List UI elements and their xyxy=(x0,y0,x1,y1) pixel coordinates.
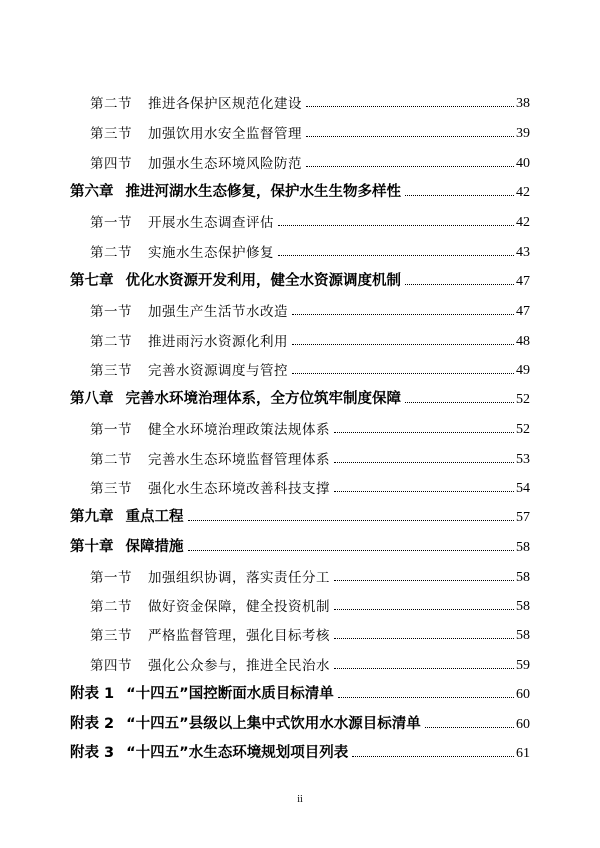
toc-entry-number: 第二节 xyxy=(90,452,132,468)
toc-leader-dots xyxy=(292,373,514,374)
toc-leader-dots xyxy=(306,106,514,107)
toc-leader-dots xyxy=(292,314,514,315)
toc-entry-page: 58 xyxy=(516,599,530,614)
toc-entry-page: 58 xyxy=(516,628,530,643)
toc-leader-dots xyxy=(334,609,514,610)
toc-entry-number: 第二节 xyxy=(90,334,132,350)
toc-entry[interactable] xyxy=(90,475,530,497)
toc-leader-dots xyxy=(334,668,514,669)
toc-entry[interactable] xyxy=(90,652,530,674)
toc-entry-title: 加强生产生活节水改造 xyxy=(148,304,288,320)
toc-chapter-entry[interactable] xyxy=(70,386,530,408)
toc-entry-title: “十四五”县级以上集中式饮用水水源目标清单 xyxy=(126,716,421,732)
toc-entry-label xyxy=(90,477,334,497)
toc-entry-title: 完善水环境治理体系，全方位筑牢制度保障 xyxy=(125,391,401,407)
toc-entry-number: 第二节 xyxy=(90,599,132,615)
toc-entry-title: 优化水资源开发利用，健全水资源调度机制 xyxy=(125,273,401,289)
toc-entry-title: “十四五”国控断面水质目标清单 xyxy=(126,686,334,702)
toc-entry-label xyxy=(70,180,405,201)
toc-entry[interactable] xyxy=(90,150,530,172)
toc-entry-number: 第三节 xyxy=(90,628,132,644)
toc-entry[interactable] xyxy=(90,209,530,231)
toc-entry-label xyxy=(70,535,188,556)
toc-leader-dots xyxy=(425,727,514,728)
toc-entry[interactable] xyxy=(90,239,530,261)
toc-leader-dots xyxy=(334,462,514,463)
toc-entry[interactable] xyxy=(90,298,530,320)
toc-entry-number: 第十章 xyxy=(70,539,114,555)
toc-leader-dots xyxy=(188,550,515,551)
toc-entry-number: 附表 3 xyxy=(70,745,115,761)
toc-entry-title: “十四五”水生态环境规划项目列表 xyxy=(126,745,349,761)
toc-entry-title: 推进雨污水资源化利用 xyxy=(148,334,288,350)
toc-entry-number: 附表 1 xyxy=(70,686,115,702)
toc-entry-page: 39 xyxy=(516,126,530,141)
toc-entry-page: 58 xyxy=(516,540,530,555)
toc-entry-label xyxy=(90,330,292,350)
toc-leader-dots xyxy=(334,638,514,639)
toc-entry[interactable] xyxy=(90,357,530,379)
toc-entry-title: 加强水生态环境风险防范 xyxy=(148,156,302,172)
toc-leader-dots xyxy=(292,344,514,345)
toc-entry-label xyxy=(90,448,334,468)
toc-entry-number: 第七章 xyxy=(70,273,114,289)
toc-entry-number: 第九章 xyxy=(70,509,114,525)
toc-entry-label xyxy=(90,152,306,172)
toc-entry[interactable] xyxy=(90,328,530,350)
toc-entry-page: 52 xyxy=(516,422,530,437)
toc-leader-dots xyxy=(278,255,514,256)
toc-entry-label xyxy=(90,211,278,231)
toc-entry-page: 42 xyxy=(516,215,530,230)
toc-entry-title: 强化水生态环境改善科技支撑 xyxy=(148,481,330,497)
toc-entry-number: 第一节 xyxy=(90,215,132,231)
toc-entry-label xyxy=(90,92,306,112)
footer-page-number: ii xyxy=(297,794,303,805)
toc-leader-dots xyxy=(334,491,514,492)
toc-entry-label xyxy=(90,359,292,379)
toc-entry-title: 做好资金保障，健全投资机制 xyxy=(148,599,330,615)
toc-entry[interactable] xyxy=(90,564,530,586)
toc-appendix-entry[interactable] xyxy=(70,740,530,762)
toc-leader-dots xyxy=(338,697,514,698)
toc-entry-label xyxy=(70,741,352,762)
toc-entry-number: 第一节 xyxy=(90,570,132,586)
toc-entry-page: 49 xyxy=(516,363,530,378)
toc-entry-number: 第三节 xyxy=(90,126,132,142)
toc-entry-title: 推进河湖水生态修复，保护水生生物多样性 xyxy=(125,184,401,200)
toc-entry-label xyxy=(90,624,334,644)
toc-entry-title: 完善水资源调度与管控 xyxy=(148,363,288,379)
toc-entry-number: 第四节 xyxy=(90,156,132,172)
toc-leader-dots xyxy=(405,195,514,196)
toc-entry-page: 60 xyxy=(516,717,530,732)
toc-entry-number: 第四节 xyxy=(90,658,132,674)
toc-entry-title: 强化公众参与，推进全民治水 xyxy=(148,658,330,674)
toc-entry-page: 42 xyxy=(516,185,530,200)
toc-entry-number: 第一节 xyxy=(90,304,132,320)
toc-entry-title: 实施水生态保护修复 xyxy=(148,245,274,261)
toc-entry-label xyxy=(90,654,334,674)
toc-entry-label xyxy=(70,682,338,703)
toc-entry-page: 47 xyxy=(516,274,530,289)
toc-entry-title: 加强饮用水安全监督管理 xyxy=(148,126,302,142)
toc-chapter-entry[interactable] xyxy=(70,504,530,526)
toc-entry-page: 53 xyxy=(516,452,530,467)
toc-entry-title: 开展水生态调查评估 xyxy=(148,215,274,231)
toc-entry-page: 57 xyxy=(516,510,530,525)
toc-entry-label xyxy=(70,269,405,290)
toc-chapter-entry[interactable] xyxy=(70,534,530,556)
toc-leader-dots xyxy=(278,225,514,226)
toc-entry-number: 第三节 xyxy=(90,363,132,379)
toc-chapter-entry[interactable] xyxy=(70,179,530,201)
toc-entry-page: 61 xyxy=(516,746,530,761)
toc-leader-dots xyxy=(306,166,514,167)
toc-entry-number: 第八章 xyxy=(70,391,114,407)
toc-leader-dots xyxy=(334,432,514,433)
toc-entry[interactable] xyxy=(90,416,530,438)
toc-entry-title: 加强组织协调，落实责任分工 xyxy=(148,570,330,586)
toc-leader-dots xyxy=(334,580,514,581)
toc-entry-page: 47 xyxy=(516,304,530,319)
toc-entry-label xyxy=(70,712,425,733)
toc-entry[interactable] xyxy=(90,120,530,142)
toc-entry-title: 健全水环境治理政策法规体系 xyxy=(148,422,330,438)
toc-leader-dots xyxy=(405,284,514,285)
toc-chapter-entry[interactable] xyxy=(70,268,530,290)
toc-entry-page: 52 xyxy=(516,392,530,407)
toc-entry-label xyxy=(70,505,188,526)
toc-leader-dots xyxy=(352,756,514,757)
toc-entry-label xyxy=(90,418,334,438)
toc-entry-title: 保障措施 xyxy=(125,539,184,555)
toc-appendix-entry[interactable] xyxy=(70,681,530,703)
toc-entry-label xyxy=(90,241,278,261)
toc-entry-number: 第二节 xyxy=(90,96,132,112)
toc-entry-label xyxy=(90,300,292,320)
toc-entry-label xyxy=(90,122,306,142)
toc-entry-page: 58 xyxy=(516,570,530,585)
toc-entry-page: 40 xyxy=(516,156,530,171)
toc-entry-number: 第三节 xyxy=(90,481,132,497)
toc-entry-page: 43 xyxy=(516,245,530,260)
toc-entry[interactable] xyxy=(90,446,530,468)
toc-entry-label xyxy=(90,566,334,586)
toc-entry-title: 重点工程 xyxy=(125,509,184,525)
toc-entry-number: 第二节 xyxy=(90,245,132,261)
toc-entry-number: 第一节 xyxy=(90,422,132,438)
toc-entry-title: 严格监督管理，强化目标考核 xyxy=(148,628,330,644)
toc-entry-page: 60 xyxy=(516,687,530,702)
toc-entry[interactable] xyxy=(90,593,530,615)
toc-entry-label xyxy=(90,595,334,615)
toc-leader-dots xyxy=(306,136,514,137)
toc-entry-page: 38 xyxy=(516,96,530,111)
toc-entry-page: 59 xyxy=(516,658,530,673)
toc-entry[interactable] xyxy=(90,90,530,112)
toc-entry[interactable] xyxy=(90,622,530,644)
toc-leader-dots xyxy=(405,402,514,403)
toc-entry-label xyxy=(70,387,405,408)
toc-entry-number: 附表 2 xyxy=(70,716,115,732)
toc-entry-title: 完善水生态环境监督管理体系 xyxy=(148,452,330,468)
toc-leader-dots xyxy=(188,520,515,521)
toc-entry-number: 第六章 xyxy=(70,184,114,200)
toc-entry-title: 推进各保护区规范化建设 xyxy=(148,96,302,112)
toc-entry-page: 48 xyxy=(516,334,530,349)
toc-appendix-entry[interactable] xyxy=(70,711,530,733)
toc-entry-page: 54 xyxy=(516,481,530,496)
